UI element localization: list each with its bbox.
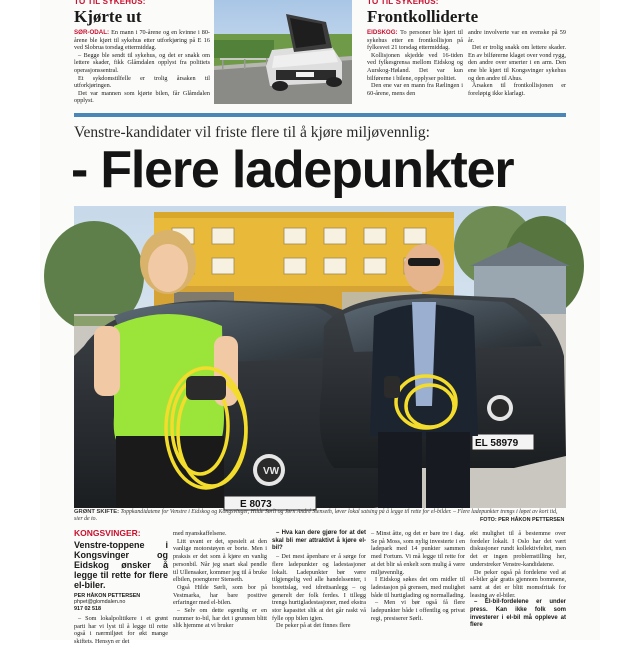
right-brief-place: EIDSKOG: bbox=[367, 29, 398, 36]
article-intro-column bbox=[74, 530, 168, 646]
byline bbox=[74, 593, 168, 612]
article-column-5: økt mulighet til å bestemme over fordeler lokalt. I Oslo har det vært diskusjoner rundt kollektivfeltet, men det er ingen problemstilling her, understreker Venstre-kandidatene. De peker også på fordelene ved at el-biler går gratis gjennom bommene, samt at det er blitt momsfritak for leasing av el-biler. – El-bil-fordelene er under press. Kan ikke folk som investerer i el-bil må oppleve at flere bbox=[470, 530, 566, 629]
right-brief-kicker: TO TIL SYKEHUS: bbox=[367, 0, 439, 6]
article-question: – Hva kan dere gjøre for at det skal bli mer attraktivt å kjøre el-bil? bbox=[272, 530, 366, 552]
photo-credit: FOTO: PER HÅKON PETTERSEN bbox=[480, 517, 565, 523]
left-brief-kicker: TO TIL SYKEHUS: bbox=[74, 0, 146, 6]
plate-left: E 8073 bbox=[240, 499, 272, 510]
accident-photo bbox=[214, 0, 352, 104]
article-kicker: KONGSVINGER: bbox=[74, 528, 141, 538]
article-deck: Venstre-kandidater vil friste flere til å kjøre miljøvennlig: bbox=[74, 124, 430, 141]
top-briefs bbox=[40, 0, 600, 108]
article-subhead: Venstre-toppene i Kongsvinger og Eidskog ønsker å legge til rette for flere el-biler. bbox=[74, 539, 168, 590]
svg-text:VW: VW bbox=[263, 466, 280, 477]
section-divider bbox=[74, 113, 566, 117]
caption-label: GRØNT SKIFTE: bbox=[74, 509, 120, 515]
article-column-3: – Hva kan dere gjøre for at det skal bli mer attraktivt å kjøre el-bil? – Det mest åpenbare er å sørge for flere ladepunkter og ladestasjoner lokalt. Ladepunkter bør være tilgjengelig ved alle handelssenter, i borettslag, ved idrettsanlegg – og generelt der folk ferdes. I tillegg trengs hurtigladestasjoner, med ekstra stor kapasitet slik at det går raskt vå fylle opp bilen igjen. De peker på at det finnes flere bbox=[272, 530, 366, 630]
plate-right: EL 58979 bbox=[475, 438, 519, 449]
byline-phone: 917 02 518 bbox=[74, 605, 101, 612]
byline-email: phpet@glomdalen.no bbox=[74, 599, 126, 606]
left-brief-place: SØR-ODAL: bbox=[74, 29, 110, 36]
left-brief-title: Kjørte ut bbox=[74, 7, 142, 26]
right-brief-col2: andre involverte var en svenske på 59 år. Det er trolig snakk om lettere skader. En av bilførerne klaget over vond rygg, den andre over smerter i en arm. Den ene ble kjørt til Kongsvinger sykehus og den andre til Ahus. Årsaken til frontkollisjonen er foreløpig ikke klarlagt. bbox=[468, 29, 566, 97]
article-column-4: – Minst åtte, og det er bare tre i dag. Se på Moss, som nylig investerte i en ladepark med 14 punkter sammen med Fortum. Vi må legge til rette for at det blir så enkelt som mulig å være miljøvennlig. I Eidskog søkes det om midler til ladestasjon på grensen, med mulighet både til hurtiglading og normallading. – Men vi bør også få flere ladepunkter både i offentlig og privat regi, presiserer Sørli. bbox=[371, 530, 465, 622]
right-brief-title: Frontkolliderte bbox=[367, 7, 479, 26]
article-headline: - Flere ladepunkter bbox=[71, 141, 514, 199]
right-brief-col1: EIDSKOG: To personer ble kjørt til sykehus etter en frontkollisjon på fylkesvei 21 torsdag ettermiddag. Kollisjonen skjedde ved 16-tiden ved fylkesgrensa mellom Eidskog og Aurskog-Høland. Det var kun bilførerne i bilene, opplyser politiet. Den ene var en mann fra Rælingen i 60-årene, mens den bbox=[367, 29, 463, 97]
main-photo bbox=[74, 206, 566, 508]
article-body-start: – Som lokalpolitikere i et grønt parti har vi lyst til å legge til rette også i nærmiljøet for økt mange skiftets. Hensyn er det bbox=[74, 614, 168, 646]
caption-text: Toppkandidatene for Venstre i Eidskog og Kongsvinger, Hilde Sørli og Jørn André Stenseth, løver lokal satsing på å legge til rette for el-bilder. – Flere ladepunkter trengs i løpet av kort tid, sier de to. bbox=[74, 509, 558, 522]
left-brief-body: SØR-ODAL: En mann i 70-årene og en kvinne i 80-årene ble kjørt til sykehus etter utforkjøring på E 16 ved Slobrua torsdag ettermiddag. – Begge ble sendt til sykehus, og det er snakk om lettere skader, fikk Glåmdalen opplyst fra politiets operasjonssentral. Et sykdomstilfelle er trolig årsaken til utforkjøringen. Det var mannen som kjørte bilen, får Glåmdalen opplyst. bbox=[74, 29, 210, 105]
article-column-2: med nyanskaffelsene. Litt uvant er det, spesielt at den vanlige motorstøyen er borte. Men i praksis er det som å kjøre en vanlig personbil. Når jeg snart skal pendle til Ullensaker, kommer jeg til å bruke elbilen, poengterer Stenseth. Også Hilde Sørli, som bor på Vestmarka, har bare positive erfaringer med el-bilen. – Selv om dette egentlig er en nummer to-bil, har det i grunnen blitt slik hjemme at vi bruker bbox=[173, 530, 267, 630]
newspaper-page bbox=[40, 0, 600, 646]
byline-name: PER HÅKON PETTERSEN bbox=[74, 592, 141, 599]
